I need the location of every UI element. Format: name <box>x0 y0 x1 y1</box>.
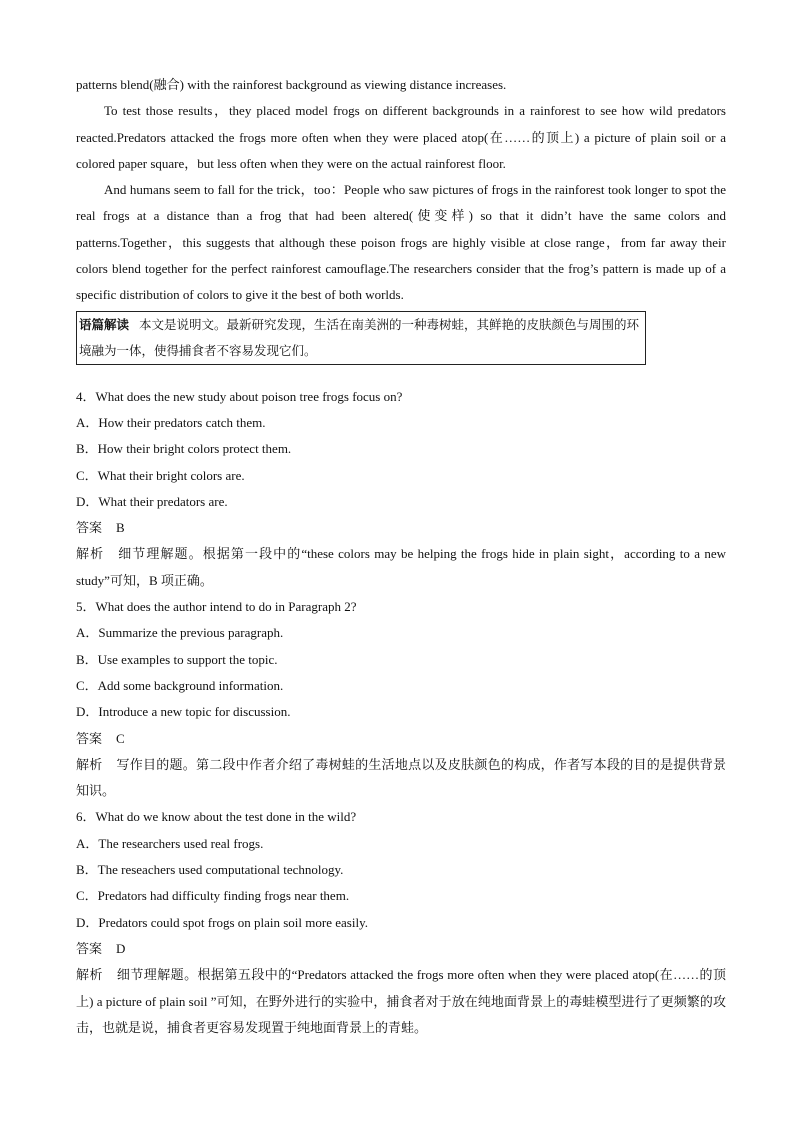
answer-value: C <box>116 730 125 746</box>
question-4 <box>76 384 726 594</box>
answer-line <box>76 515 726 541</box>
option-a: A．Summarize the previous paragraph. <box>76 625 284 641</box>
question-stem: 5．What does the author intend to do in Paragraph 2? <box>76 599 357 615</box>
passage-paragraph-3: And humans seem to fall for the trick，too：People who saw pictures of frogs in the rainforest took longer to spot the real frogs at a distance than a frog that had been altered(使变样) so that it didn’t have the same colors and patterns.Together，this suggests that although these poison frogs are highly visible at close range，from far away their colors blend together for the perfect rainforest camouflage.The researchers consider that the frog’s pattern is made up of a specific distribution of colors to give it the best of both worlds. <box>76 182 726 303</box>
analysis-line <box>76 752 726 805</box>
option-d: D．Introduce a new topic for discussion. <box>76 704 291 720</box>
analysis-label: 解析 <box>76 967 103 983</box>
option-c: C．What their bright colors are. <box>76 467 245 483</box>
passage-summary-box <box>76 311 646 365</box>
option-b: B．Use examples to support the topic. <box>76 651 278 667</box>
questions-section <box>76 384 726 1041</box>
passage-paragraph-1-tail: patterns blend(融合) with the rainforest background as viewing distance increases. <box>76 77 507 92</box>
question-stem: 6．What do we know about the test done in the wild? <box>76 809 357 825</box>
summary-text: 本文是说明文。最新研究发现，生活在南美洲的一种毒树蛙，其鲜艳的皮肤颜色与周围的环境融为一体，使得捕食者不容易发现它们。 <box>79 317 640 358</box>
answer-value: B <box>116 520 125 536</box>
analysis-label: 解析 <box>76 756 103 772</box>
question-6 <box>76 804 726 1041</box>
analysis-label: 解析 <box>76 546 105 562</box>
answer-value: D <box>116 940 126 956</box>
option-c: C．Add some background information. <box>76 677 284 693</box>
answer-label: 答案 <box>76 730 103 746</box>
analysis-line <box>76 962 726 1041</box>
option-b: B．How their bright colors protect them. <box>76 441 292 457</box>
answer-line <box>76 936 726 962</box>
option-c: C．Predators had difficulty finding frogs near them. <box>76 888 350 904</box>
answer-line <box>76 726 726 752</box>
answer-label: 答案 <box>76 520 103 536</box>
analysis-line <box>76 541 726 594</box>
answer-label: 答案 <box>76 940 103 956</box>
option-b: B．The reseachers used computational technology. <box>76 862 344 878</box>
option-d: D．What their predators are. <box>76 493 228 509</box>
question-stem: 4．What does the new study about poison tree frogs focus on? <box>76 388 403 404</box>
analysis-text: 写作目的题。第二段中作者介绍了毒树蛙的生活地点以及皮肤颜色的构成，作者写本段的目的是提供背景知识。 <box>76 756 726 799</box>
passage-paragraph-2: To test those results，they placed model frogs on different backgrounds in a rainforest to see how wild predators reacted.Predators attacked the frogs more often when they were placed atop(在……的顶上) a picture of plain soil or a colored paper square，but less often when they were on the actual rainforest floor. <box>76 103 726 171</box>
option-a: A．The researchers used real frogs. <box>76 835 264 851</box>
option-a: A．How their predators catch them. <box>76 414 266 430</box>
analysis-text: 细节理解题。根据第五段中的“Predators attacked the frogs more often when they were placed atop(在……的顶上) a picture of plain soil ”可知，在野外进行的实验中，捕食者对于放在纯地面背景上的毒蛙模型进行了更频繁的攻击，也就是说，捕食者更容易发现置于纯地面背景上的青蛙。 <box>76 967 726 1035</box>
question-5 <box>76 594 726 804</box>
document-page <box>76 72 726 1041</box>
summary-label: 语篇解读 <box>79 317 130 332</box>
option-d: D．Predators could spot frogs on plain soil more easily. <box>76 914 368 930</box>
analysis-text: 细节理解题。根据第一段中的“these colors may be helping the frogs hide in plain sight，according to a new study”可知，B 项正确。 <box>76 546 726 588</box>
